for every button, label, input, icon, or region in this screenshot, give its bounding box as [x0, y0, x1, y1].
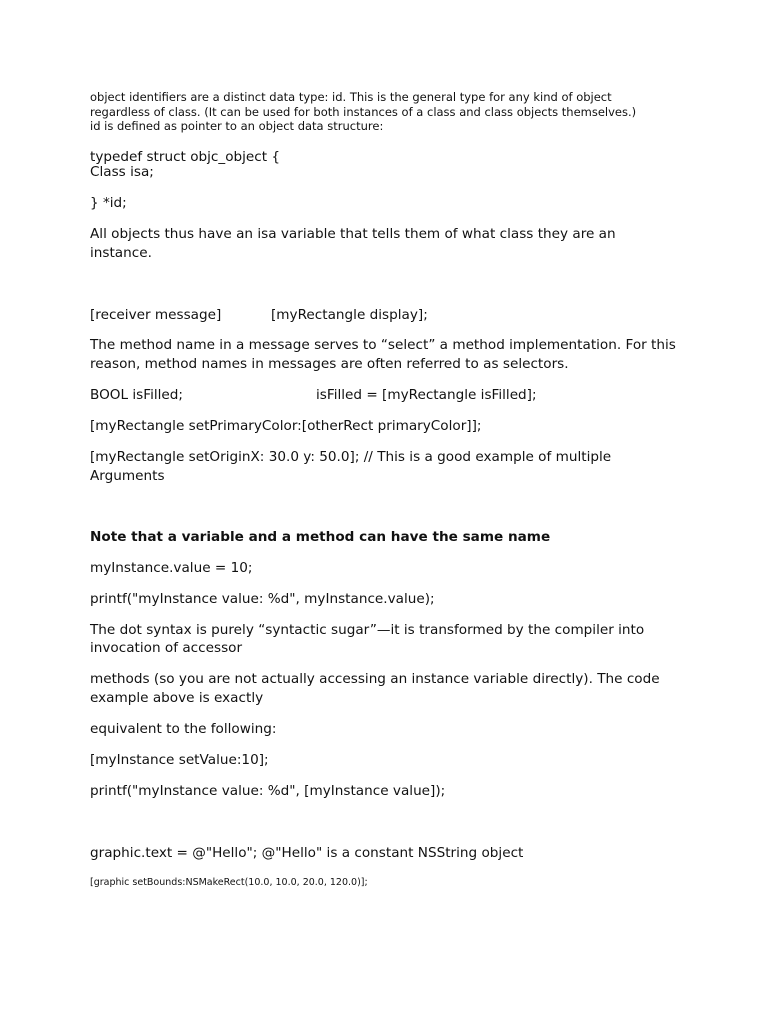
- note-heading: Note that a variable and a method can have the same name: [90, 529, 551, 545]
- typedef-line-2: Class isa;: [90, 164, 154, 180]
- selector-text-line-2: reason, method names in messages are often referred to as selectors.: [90, 356, 569, 372]
- typedef-line-1: typedef struct objc_object {: [90, 149, 281, 165]
- bool-example-right: isFilled = [myRectangle isFilled];: [316, 387, 537, 403]
- origin-example-line-2: Arguments: [90, 468, 165, 484]
- dot-syntax-text-line-4: example above is exactly: [90, 690, 264, 706]
- bool-example-left: BOOL isFilled;: [90, 387, 183, 403]
- dot-syntax-text-line-5: equivalent to the following:: [90, 721, 277, 737]
- equivalent-example-set: [myInstance setValue:10];: [90, 752, 269, 768]
- message-example-left: [receiver message]: [90, 307, 222, 323]
- selector-text-line-1: The method name in a message serves to “select” a method implementation. For this: [90, 337, 676, 353]
- origin-example-line-1: [myRectangle setOriginX: 30.0 y: 50.0]; // This is a good example of multiple: [90, 449, 612, 465]
- isa-text-line-1: All objects thus have an isa variable that tells them of what class they are an: [90, 226, 616, 242]
- intro-line-3: id is defined as pointer to an object data structure:: [90, 119, 384, 133]
- graphic-bounds-example: [graphic setBounds:NSMakeRect(10.0, 10.0, 20.0, 120.0)];: [90, 877, 368, 888]
- isa-text-line-2: instance.: [90, 245, 152, 261]
- intro-line-2: regardless of class. (It can be used for both instances of a class and class objects themselves.): [90, 105, 637, 119]
- dot-syntax-text-line-2: invocation of accessor: [90, 640, 243, 656]
- typedef-line-3: } *id;: [90, 195, 127, 211]
- dot-example-assign: myInstance.value = 10;: [90, 560, 253, 576]
- dot-syntax-text-line-3: methods (so you are not actually accessing an instance variable directly). The code: [90, 671, 660, 687]
- intro-line-1: object identifiers are a distinct data type: id. This is the general type for any kind of object: [90, 90, 612, 104]
- dot-syntax-text-line-1: The dot syntax is purely “syntactic sugar”—it is transformed by the compiler into: [90, 622, 645, 638]
- equivalent-example-printf: printf("myInstance value: %d", [myInstance value]);: [90, 783, 446, 799]
- graphic-text-example: graphic.text = @"Hello"; @"Hello" is a constant NSString object: [90, 845, 524, 861]
- message-example-right: [myRectangle display];: [271, 307, 428, 323]
- dot-example-printf: printf("myInstance value: %d", myInstance.value);: [90, 591, 435, 607]
- primary-color-example: [myRectangle setPrimaryColor:[otherRect primaryColor]];: [90, 418, 482, 434]
